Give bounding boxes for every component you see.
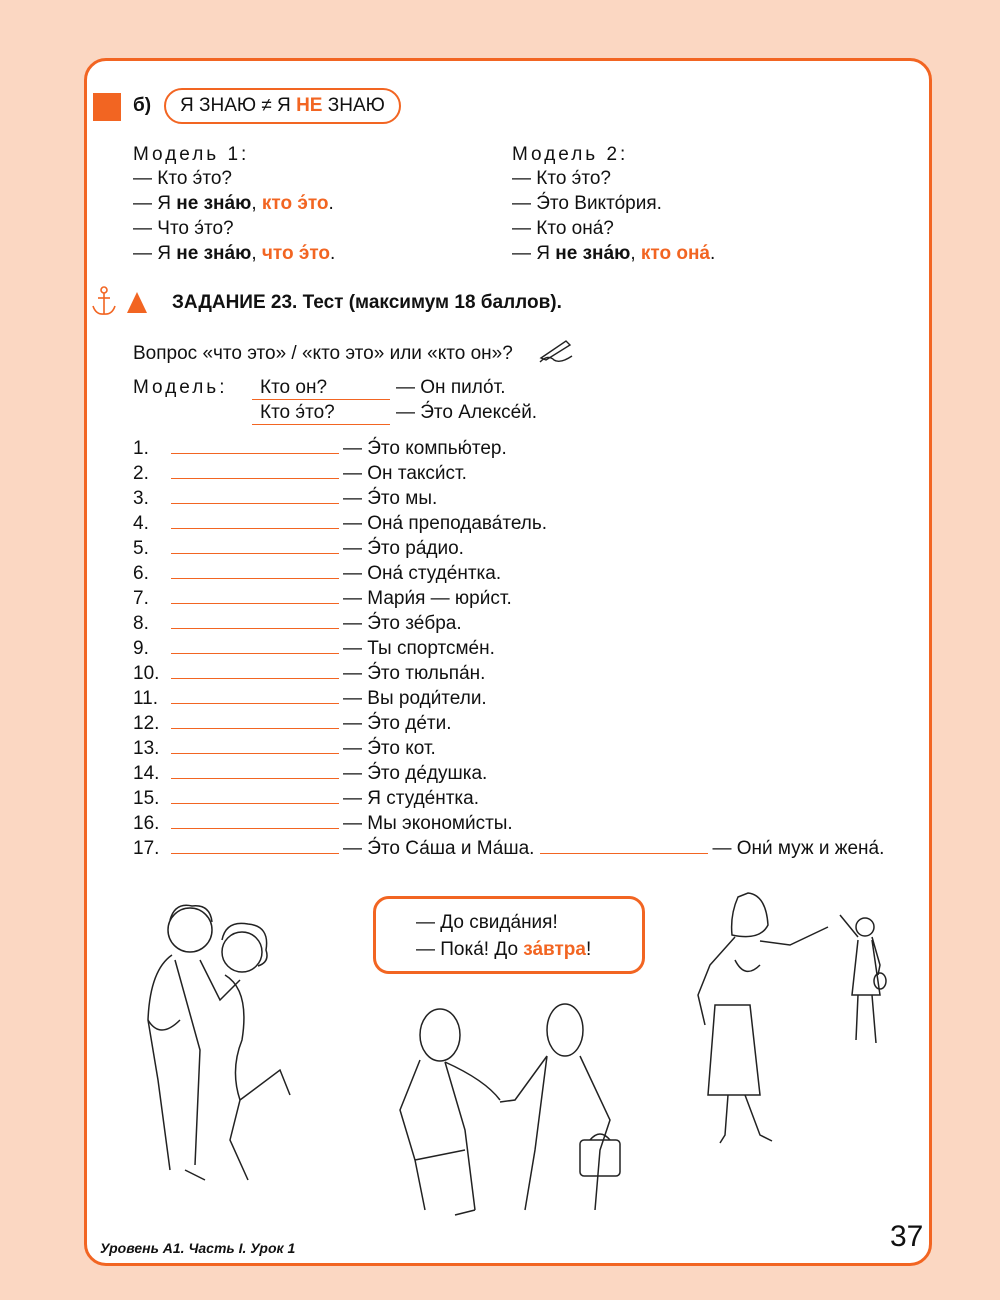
exercise-item-answer: — Она́ преподава́тель. xyxy=(343,513,548,534)
model-2 xyxy=(512,144,715,266)
model-2-line-4: — Я не зна́ю, кто она́. xyxy=(512,243,716,264)
speech-bubble xyxy=(373,896,645,974)
answer-blank[interactable] xyxy=(171,735,339,754)
answer-blank[interactable] xyxy=(171,460,339,479)
task-title: ЗАДАНИЕ 23. Тест (максимум 18 баллов). xyxy=(172,292,562,313)
model-2-line-3: — Кто она́? xyxy=(512,218,614,239)
bubble-line-2: — Пока́! До за́втра! xyxy=(416,939,592,960)
exercise-item-answer: — Э́то тюльпа́н. xyxy=(343,663,486,684)
answer-blank[interactable] xyxy=(171,785,339,804)
pointing-women-illustration xyxy=(690,885,900,1155)
exercise-item-answer: — Мари́я — юри́ст. xyxy=(343,588,512,609)
exercise-item xyxy=(133,835,884,860)
exercise-item-answer: — Вы роди́тели. xyxy=(343,688,487,709)
section-pill xyxy=(164,88,401,124)
exercise-item xyxy=(133,485,437,510)
model-1-line-3: — Что э́то? xyxy=(133,218,234,239)
bubble-line-1: — До свида́ния! xyxy=(416,912,558,933)
anchor-icon xyxy=(90,286,118,318)
exercise-item-answer: — Э́то ра́дио. xyxy=(343,538,464,559)
exercise-item xyxy=(133,760,487,785)
answer-blank[interactable] xyxy=(171,510,339,529)
exercise-item xyxy=(133,510,547,535)
answer-blank[interactable] xyxy=(171,610,339,629)
answer-blank[interactable] xyxy=(171,560,339,579)
exercise-item-number: 1. xyxy=(133,438,149,459)
page-number: 37 xyxy=(890,1220,924,1253)
answer-blank[interactable] xyxy=(171,810,339,829)
task-model-label: Модель: xyxy=(133,377,228,398)
model-1-line-1: — Кто э́то? xyxy=(133,168,232,189)
answer-blank[interactable] xyxy=(171,760,339,779)
exercise-item-number: 13. xyxy=(133,738,160,759)
model-1-title: Модель 1: xyxy=(133,144,250,165)
footer-level-label: Уровень А1. Часть I. Урок 1 xyxy=(100,1240,296,1256)
hugging-couple-illustration xyxy=(130,900,310,1200)
exercise-item xyxy=(133,635,495,660)
exercise-item xyxy=(133,735,436,760)
exercise-item-answer: — Э́то кот. xyxy=(343,738,436,759)
answer-blank[interactable] xyxy=(171,835,339,854)
answer-blank[interactable] xyxy=(171,660,339,679)
section-square-icon xyxy=(93,93,121,121)
exercise-item-answer: — Он такси́ст. xyxy=(343,463,467,484)
answer-blank[interactable] xyxy=(171,585,339,604)
exercise-item-number: 2. xyxy=(133,463,149,484)
exercise-item-number: 6. xyxy=(133,563,149,584)
pill-text-ne: НЕ xyxy=(296,95,323,116)
model-2-title: Модель 2: xyxy=(512,144,629,165)
exercise-item-number: 10. xyxy=(133,663,160,684)
exercise-item xyxy=(133,685,487,710)
answer-blank[interactable] xyxy=(171,435,339,454)
exercise-item xyxy=(133,560,501,585)
answer-blank[interactable] xyxy=(171,535,339,554)
section-marker: б) xyxy=(133,95,152,116)
exercise-item-number: 11. xyxy=(133,688,159,709)
exercise-item-number: 12. xyxy=(133,713,160,734)
exercise-item xyxy=(133,535,464,560)
exercise-item xyxy=(133,710,452,735)
model-1 xyxy=(133,144,335,266)
handshake-men-illustration xyxy=(385,1000,635,1230)
exercise-item-number: 7. xyxy=(133,588,149,609)
answer-blank[interactable] xyxy=(171,685,339,704)
exercise-item-number: 16. xyxy=(133,813,160,834)
exercise-item-answer: — Э́то де́ти. xyxy=(343,713,452,734)
pill-text-3: ЗНАЮ xyxy=(322,95,385,116)
exercise-item-answer: — Мы экономи́сты. xyxy=(343,813,513,834)
exercise-item-answer: — Э́то зе́бра. xyxy=(343,613,462,634)
exercise-item-answer: — Э́то мы. xyxy=(343,488,438,509)
model-example-2-answer: — Э́то Алексе́й. xyxy=(396,402,538,423)
model-1-line-4: — Я не зна́ю, что э́то. xyxy=(133,243,336,264)
answer-blank[interactable] xyxy=(171,635,339,654)
triangle-icon xyxy=(126,290,148,314)
exercise-item-number: 4. xyxy=(133,513,149,534)
exercise-item xyxy=(133,610,462,635)
pill-text-1: Я ЗНАЮ ≠ Я xyxy=(180,95,297,116)
exercise-item-number: 3. xyxy=(133,488,149,509)
model-2-line-2: — Э́то Викто́рия. xyxy=(512,193,662,214)
exercise-item xyxy=(133,660,485,685)
exercise-item xyxy=(133,785,479,810)
model-example-1-question: Кто он? xyxy=(252,377,390,400)
exercise-item-answer: — Она́ студе́нтка. xyxy=(343,563,502,584)
model-1-line-2: — Я не зна́ю, кто э́то. xyxy=(133,193,334,214)
exercise-item-answer: — Э́то Са́ша и Ма́ша. xyxy=(343,838,535,859)
model-2-line-1: — Кто э́то? xyxy=(512,168,611,189)
answer-blank-2[interactable] xyxy=(540,835,708,854)
exercise-item xyxy=(133,435,507,460)
exercise-item-answer: — Э́то компью́тер. xyxy=(343,438,507,459)
exercise-item-answer-2: — Они́ муж и жена́. xyxy=(712,838,885,859)
answer-blank[interactable] xyxy=(171,710,339,729)
pencil-writing-icon xyxy=(538,338,574,364)
exercise-item-number: 17. xyxy=(133,838,160,859)
model-example-1-answer: — Он пило́т. xyxy=(396,377,506,398)
exercise-item-number: 14. xyxy=(133,763,160,784)
exercise-item-answer: — Ты спортсме́н. xyxy=(343,638,495,659)
answer-blank[interactable] xyxy=(171,485,339,504)
exercise-item xyxy=(133,810,513,835)
exercise-item-answer: — Я студе́нтка. xyxy=(343,788,479,809)
exercise-item-answer: — Э́то де́душка. xyxy=(343,763,488,784)
exercise-item-number: 9. xyxy=(133,638,149,659)
model-example-2-question: Кто э́то? xyxy=(252,402,390,425)
exercise-item xyxy=(133,460,467,485)
exercise-item-number: 5. xyxy=(133,538,149,559)
exercise-item-number: 15. xyxy=(133,788,160,809)
exercise-item xyxy=(133,585,512,610)
exercise-item-number: 8. xyxy=(133,613,149,634)
task-question: Вопрос «что это» / «кто это» или «кто он»? xyxy=(133,343,513,364)
